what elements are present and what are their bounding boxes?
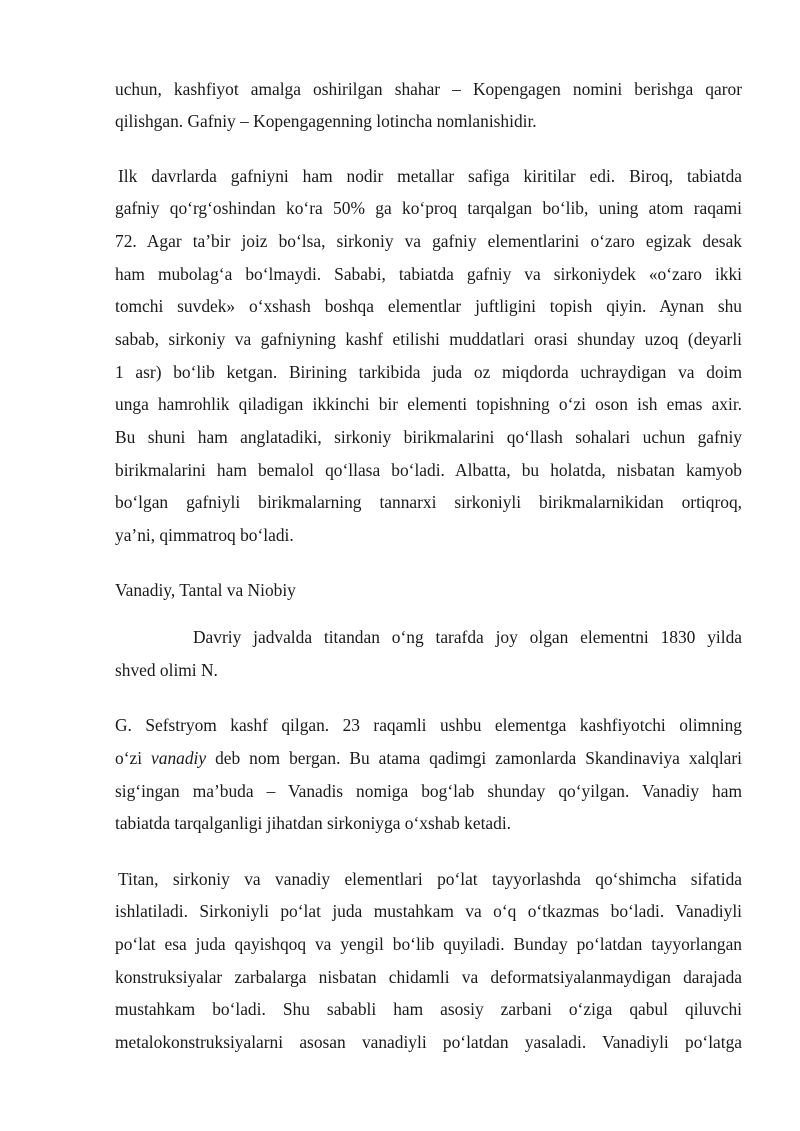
text-line: bo‘lgan gafniyli birikmalarning tannarxi sirkoniyli birikmalarnikidan ortiqroq, [115, 492, 742, 512]
text-line: ham mubolag‘a bo‘lmaydi. Sababi, tabiatda gafniy va sirkoniydek «o‘zaro ikki [115, 264, 742, 284]
text-line: Titan, sirkoniy va vanadiy elementlari po‘lat tayyorlashda qo‘shimcha sifatida [118, 869, 742, 889]
text-line: tomchi suvdek» o‘xshash boshqa elementlar juftligini topish qiyin. Aynan shu [115, 296, 742, 316]
italic-term: vanadiy [151, 748, 207, 768]
text-segment: o‘zi [115, 748, 152, 768]
text-line: Bu shuni ham anglatadiki, sirkoniy birikmalarini qo‘llash sohalari uchun gafniy [115, 427, 742, 447]
text-line: unga hamrohlik qiladigan ikkinchi bir elementi topishning o‘zi oson ish emas axir. [115, 394, 742, 414]
text-line: ya’ni, qimmatroq bo‘ladi. [115, 525, 294, 545]
text-line: gafniy qo‘rg‘oshindan ko‘ra 50% ga ko‘proq tarqalgan bo‘lib, uning atom raqami [115, 198, 742, 218]
text-line: shved olimi N. [115, 660, 218, 680]
text-line: sig‘ingan ma’buda – Vanadis nomiga bog‘lab shunday qo‘yilgan. Vanadiy ham [115, 781, 742, 801]
text-line: po‘lat esa juda qayishqoq va yengil bo‘lib quyiladi. Bunday po‘latdan tayyorlangan [115, 934, 742, 954]
text-line: ishlatiladi. Sirkoniyli po‘lat juda mustahkam va o‘q o‘tkazmas bo‘ladi. Vanadiyli [115, 901, 742, 921]
text-line: qilishgan. Gafniy – Kopengagenning lotincha nomlanishidir. [115, 111, 537, 131]
text-line: sabab, sirkoniy va gafniyning kashf etilishi muddatlari orasi shunday uzoq (deyarli [115, 329, 742, 349]
text-segment: deb nom bergan. Bu atama qadimgi zamonlarda Skandinaviya xalqlari [206, 748, 743, 768]
text-line: metalokonstruksiyalarni asosan vanadiyli po‘latdan yasaladi. Vanadiyli po‘latga [115, 1032, 742, 1052]
text-line: tabiatda tarqalganligi jihatdan sirkoniyga o‘xshab ketadi. [115, 813, 512, 833]
text-line: Davriy jadvalda titandan o‘ng tarafda joy olgan elementni 1830 yilda [193, 627, 742, 647]
text-line: uchun, kashfiyot amalga oshirilgan shahar – Kopengagen nomini berishga qaror [115, 79, 742, 99]
text-line: G. Sefstryom kashf qilgan. 23 raqamli ushbu elementga kashfiyotchi olimning [115, 715, 742, 735]
text-line: konstruksiyalar zarbalarga nisbatan chidamli va deformatsiyalanmaydigan darajada [115, 967, 742, 987]
section-heading: Vanadiy, Tantal va Niobiy [115, 580, 296, 600]
text-line [115, 747, 742, 769]
text-line: 72. Agar ta’bir joiz bo‘lsa, sirkoniy va gafniy elementlarini o‘zaro egizak desak [115, 231, 742, 251]
text-line: mustahkam bo‘ladi. Shu sababli ham asosiy zarbani o‘ziga qabul qiluvchi [115, 999, 742, 1019]
text-line: Ilk davrlarda gafniyni ham nodir metallar safiga kiritilar edi. Biroq, tabiatda [118, 166, 742, 186]
text-line: 1 asr) bo‘lib ketgan. Birining tarkibida juda oz miqdorda uchraydigan va doim [115, 362, 742, 382]
text-line: birikmalarini ham bemalol qo‘llasa bo‘ladi. Albatta, bu holatda, nisbatan kamyob [115, 460, 742, 480]
